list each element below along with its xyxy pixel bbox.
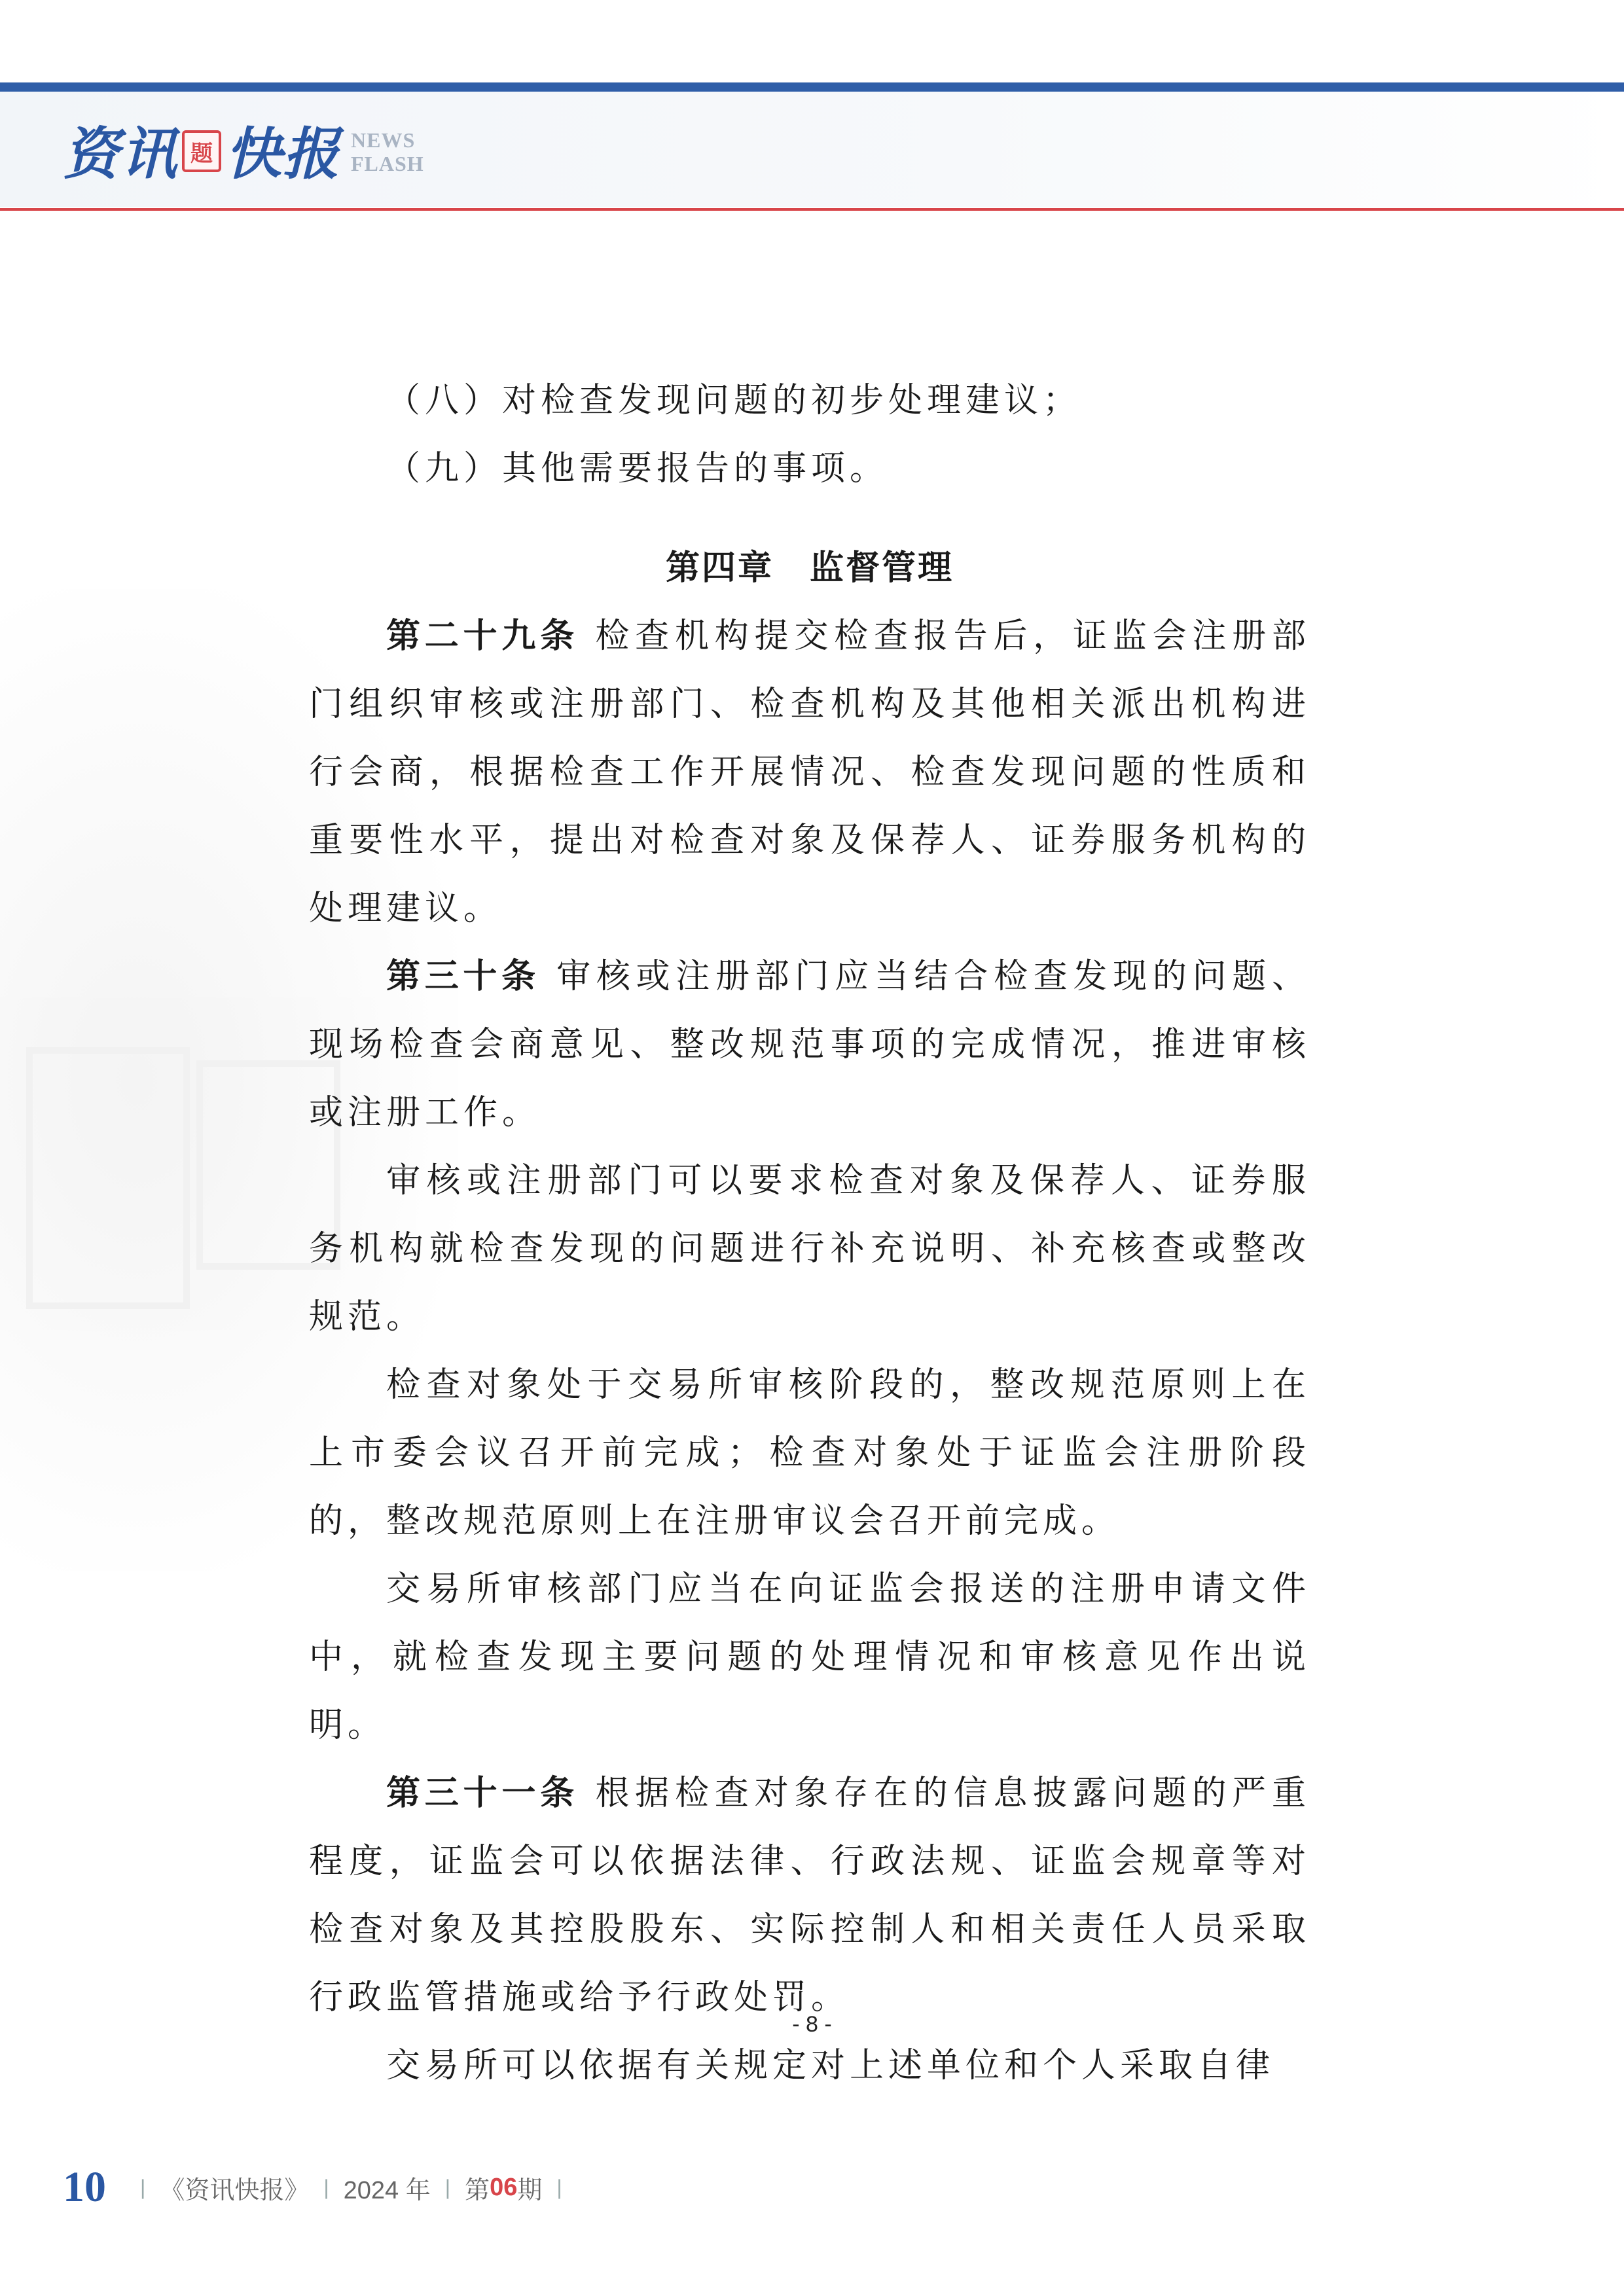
publication-logo <box>63 110 424 188</box>
footer-issue-prefix: 第 <box>465 2176 490 2204</box>
footer-separator: | <box>140 2175 146 2199</box>
footer-issue-number: 06 <box>490 2173 518 2201</box>
page-footer <box>63 2161 577 2214</box>
footer-separator: | <box>444 2175 451 2199</box>
article-29 <box>309 602 1310 942</box>
article-30 <box>309 942 1310 1147</box>
inner-page-number: - 8 - <box>792 2012 832 2037</box>
article-30-paragraph-4: 交易所审核部门应当在向证监会报送的注册申请文件中，就检查发现主要问题的处理情况和审核意见作出说明。 <box>309 1570 1310 1745</box>
article-30-paragraph-3: 检查对象处于交易所审核阶段的，整改规范原则上在上市委会议召开前完成；检查对象处于证监会注册阶段的，整改规范原则上在注册审议会召开前完成。 <box>309 1365 1310 1541</box>
article-29-text: 检查机构提交检查报告后，证监会注册部门组织审核或注册部门、检查机构及其他相关派出机构进行会商，根据检查工作开展情况、检查发现问题的性质和重要性水平，提出对检查对象及保荐人、证券服务机构的处理建议。 <box>309 617 1310 928</box>
header-top-rule <box>0 82 1624 92</box>
article-31-label: 第三十一条 <box>386 1774 579 1813</box>
logo-en-news: NEWS <box>351 128 416 152</box>
logo-text-right: 快报 <box>225 121 340 187</box>
logo-english <box>351 128 424 175</box>
footer-year: 2024 年 <box>343 2176 431 2204</box>
footer-page-number: 10 <box>63 2163 106 2211</box>
list-item-8: （八）对检查发现问题的初步处理建议； <box>386 381 1082 420</box>
header-red-line <box>0 208 1624 211</box>
article-31-text: 根据检查对象存在的信息披露问题的严重程度，证监会可以依据法律、行政法规、证监会规章等对检查对象及其控股股东、实际控制人和相关责任人员采取行政监管措施或给予行政处罚。 <box>309 1774 1310 2017</box>
footer-publication: 《资讯快报》 <box>160 2176 310 2204</box>
logo-en-flash: FLASH <box>351 152 424 175</box>
logo-seal-char: 题 <box>190 140 213 167</box>
article-31 <box>309 1759 1310 2032</box>
article-30-text: 审核或注册部门应当结合检查发现的问题、现场检查会商意见、整改规范事项的完成情况，推进审核或注册工作。 <box>309 957 1310 1132</box>
article-30-paragraph-2: 审核或注册部门可以要求检查对象及保荐人、证券服务机构就检查发现的问题进行补充说明、补充核查或整改规范。 <box>309 1161 1310 1336</box>
logo-seal-icon <box>182 130 221 172</box>
footer-separator: | <box>323 2175 329 2199</box>
list-item-9: （九）其他需要报告的事项。 <box>386 449 889 488</box>
article-29-label: 第二十九条 <box>386 617 579 656</box>
chapter-title: 第四章 监督管理 <box>665 548 954 588</box>
footer-separator: | <box>556 2175 562 2199</box>
article-30-label: 第三十条 <box>386 957 540 996</box>
article-31-paragraph-2: 交易所可以依据有关规定对上述单位和个人采取自律 <box>386 2046 1275 2085</box>
footer-issue-suffix: 期 <box>517 2176 543 2204</box>
document-body <box>309 367 1310 2100</box>
logo-text-left: 资讯 <box>63 121 178 187</box>
